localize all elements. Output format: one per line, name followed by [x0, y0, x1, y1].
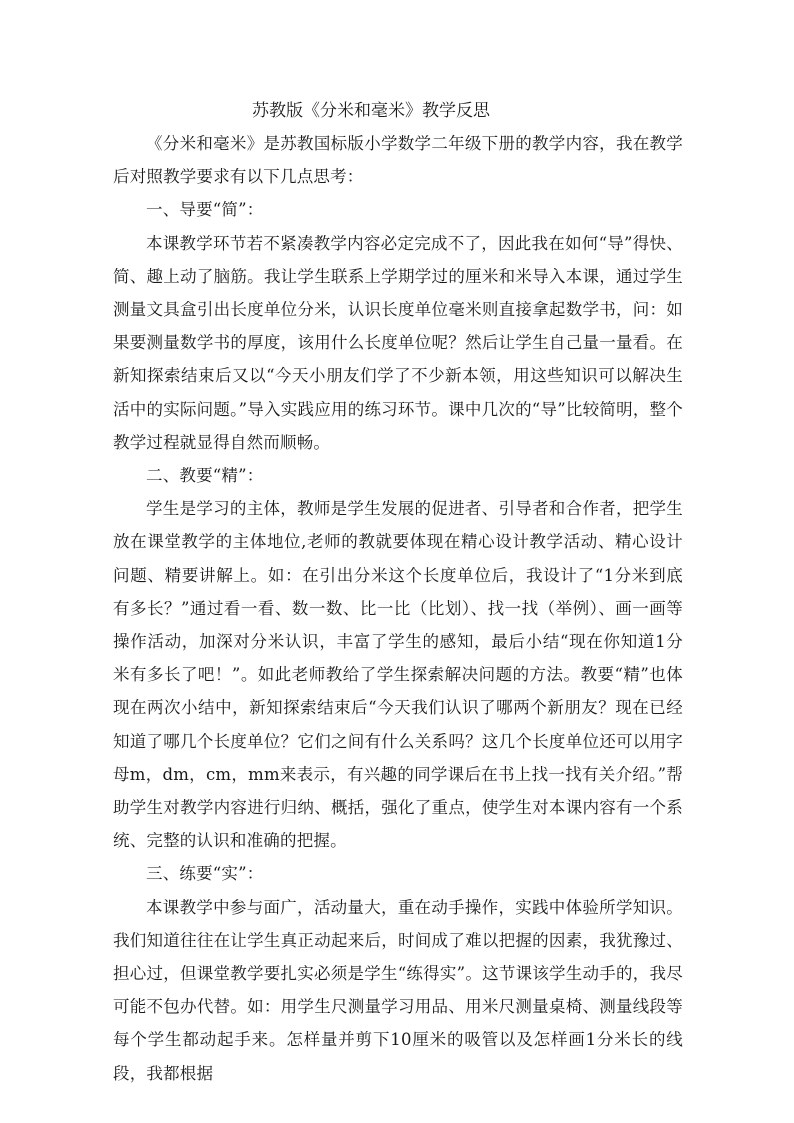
section-heading-practice: 三、练要“实”：	[146, 864, 264, 884]
guide-paragraph: 本课教学环节若不紧凑教学内容必定完成不了，因此我在如何“导”得快、简、趣上动了脑筋。我让学生联系上学期学过的厘米和米导入本课，通过学生测量文具盒引出长度单位分米，认识长度单位毫米则直接拿起数学书，问：如果要测量数学书的厚度，该用什么长度单位呢？然后让学生自己量一量看。在新知探索结束后又以“今天小朋友们学了不少新本领，用这些知识可以解决生活中的实际问题。”导入实践应用的练习环节。课中几次的“导”比较简明，整个教学过程就显得自然而顺畅。	[113, 233, 683, 452]
teach-paragraph: 学生是学习的主体，教师是学生发展的促进者、引导者和合作者，把学生放在课堂教学的主体地位,老师的教就要体现在精心设计教学活动、精心设计问题、精要讲解上。如：在引出分米这个长度单位后，我设计了“1分米到底有多长？”通过看一看、数一数、比一比（比划）、找一找（举例）、画一画等操作活动，加深对分米认识，丰富了学生的感知，最后小结“现在你知道1分米有多长了吧！”。如此老师教给了学生探索解决问题的方法。教要“精”也体现在两次小结中，新知探索结束后“今天我们认识了哪两个新朋友？现在已经知道了哪几个长度单位？它们之间有什么关系吗？这几个长度单位还可以用字母m，dm，cm，mm来表示，有兴趣的同学课后在书上找一找有关介绍。”帮助学生对教学内容进行归纳、概括，强化了重点，使学生对本课内容有一个系统、完整的认识和准确的把握。	[113, 499, 683, 851]
practice-paragraph: 本课教学中参与面广，活动量大，重在动手操作，实践中体验所学知识。我们知道往往在让学生真正动起来后，时间成了难以把握的因素，我犹豫过、担心过，但课堂教学要扎实必须是学生“练得实”。这节课该学生动手的，我尽可能不包办代替。如：用学生尺测量学习用品、用米尺测量桌椅、测量线段等每个学生都动起手来。怎样量并剪下10厘米的吸管以及怎样画1分米长的线段，我都根据	[113, 897, 683, 1083]
intro-paragraph: 《分米和毫米》是苏教国标版小学数学二年级下册的教学内容，我在教学后对照教学要求有以下几点思考：	[113, 134, 683, 187]
section-heading-guide: 一、导要“简”：	[146, 200, 264, 220]
document-body	[113, 127, 683, 1090]
section-heading-teach: 二、教要“精”：	[146, 466, 264, 486]
document-title: 苏教版《分米和毫米》教学反思	[252, 101, 490, 121]
